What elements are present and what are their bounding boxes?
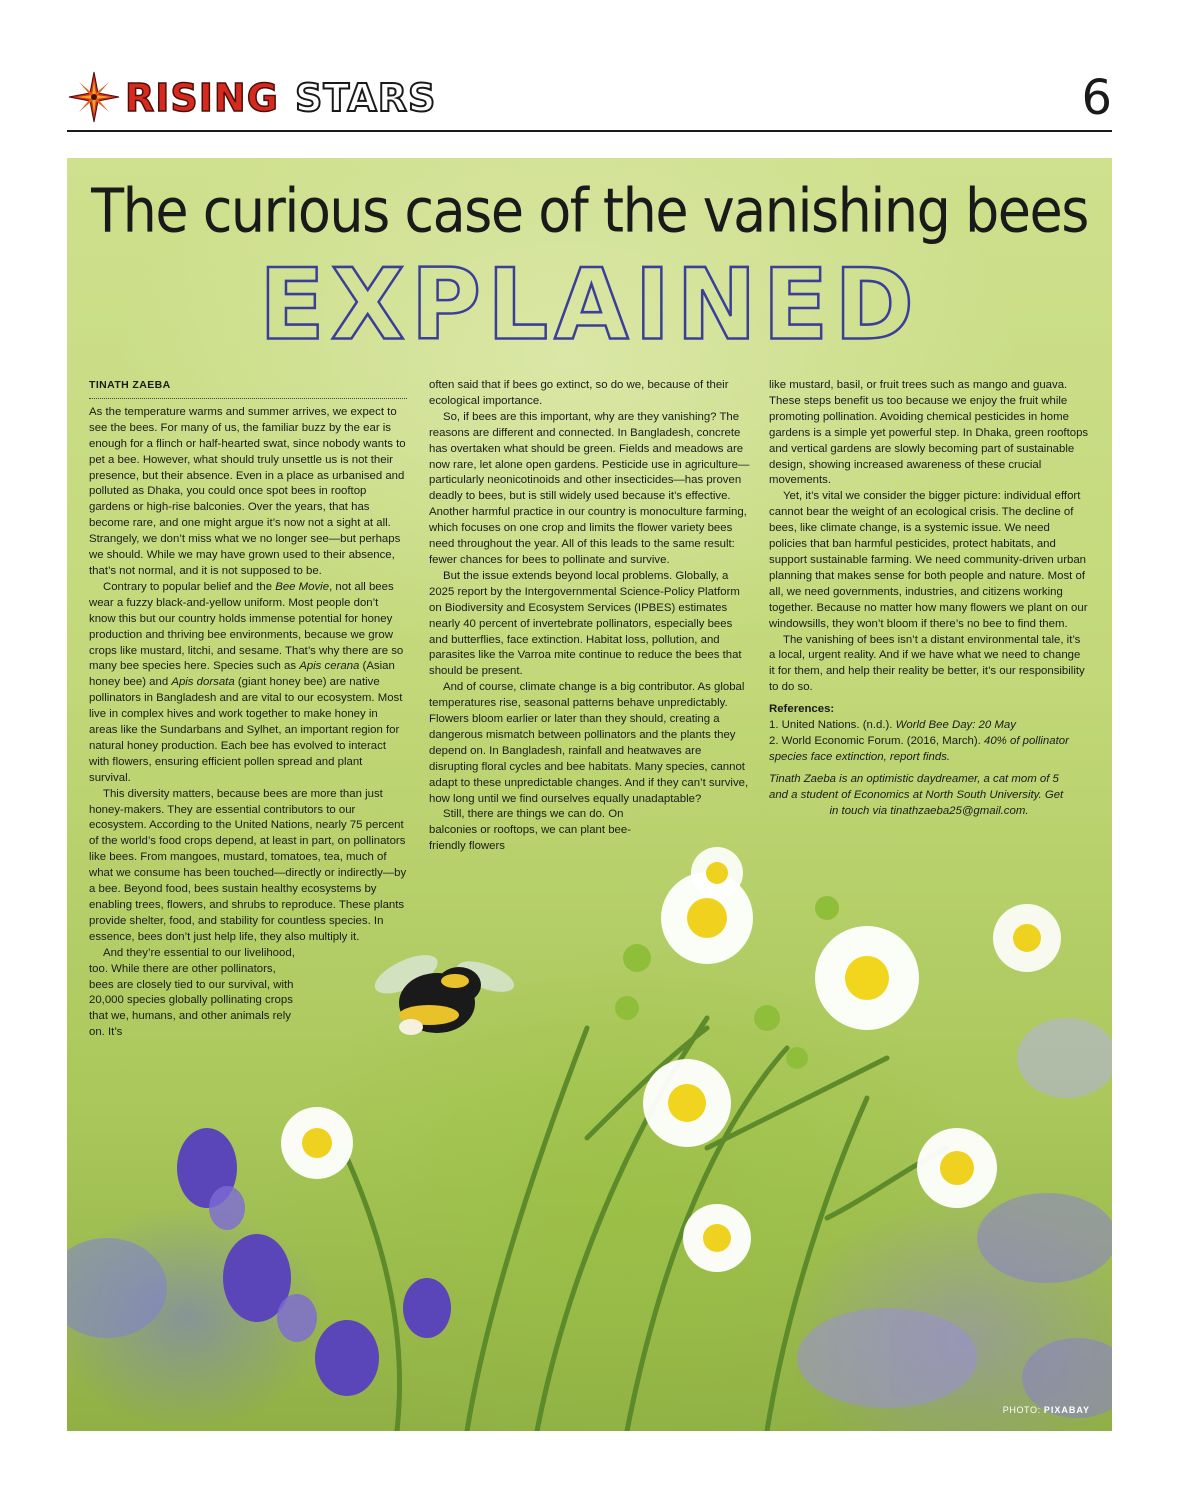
paragraph: But the issue extends beyond local problems. Globally, a 2025 report by the Intergovernmental Science-Policy Platform on Biodiversity and Ecosystem Services (IPBES) estimates nearly 40 percent of invertebrate pollinators, especially bees and butterflies, face extinction. Habitat loss, pollution, and parasites like the Varroa mite continue to reduce the bees that should be present.: [429, 569, 742, 678]
paragraph: The vanishing of bees isn’t a distant environmental tale, it’s a local, urgent reality. And if we have what we need to change it for them, and help their reality be better, it’s our responsibility to do so.: [769, 633, 1085, 694]
article-column-1: [89, 378, 407, 1041]
article-title: The curious case of the vanishing bees: [91, 175, 1088, 246]
paragraph: And they’re essential to our livelihood, too. While there are other pollinators, bees are closely tied to our survival, with 20,000 species globally pollinating crops that we, humans, and other animals rely on. It’s: [89, 946, 295, 1039]
logo-word-rising: RISING: [125, 76, 279, 120]
paragraph: This diversity matters, because bees are more than just honey-makers. They are essential contributors to our ecosystem. According to the United Nations, nearly 75 percent of the world’s food crops depend, at least in part, on pollinators like bees. From mangoes, mustard, tomatoes, tea, much of what we consume has been touched—directly or indirectly—by a bee. Beyond food, bees sustain healthy ecosystems by enabling trees, flowers, and shrubs to reproduce. These plants provide shelter, food, and stability for countless species. In essence, bees don’t just help life, they also multiply it.: [89, 787, 407, 943]
reference-item: 1. United Nations. (n.d.). World Bee Day: 20 May: [769, 719, 1016, 732]
paragraph: often said that if bees go extinct, so do we, because of their ecological importance.: [429, 379, 729, 407]
paragraph: like mustard, basil, or fruit trees such as mango and guava. These steps benefit us too because we enjoy the fruit while promoting pollination. Avoiding chemical pesticides in home gardens is a simple yet powerful step. In Dhaka, green rooftops and vertical gardens are slowly becoming part of sustainable design, showing increased awareness of these crucial movements.: [769, 379, 1089, 487]
paragraph: So, if bees are this important, why are they vanishing? The reasons are different and connected. In Bangladesh, concrete has overtaken what should be green. Fields and meadows are now rare, let alone open gardens. Pesticide use in agriculture—particularly neonicotinoids and other insecticides—has proven deadly to bees, but is still widely used because it’s effective. Another harmful practice in our country is monoculture farming, which focuses on one crop and limits the flower variety bees need throughout the year. All of this leads to the same result: fewer chances for bees to pollinate and survive.: [429, 410, 750, 566]
author-bio: Tinath Zaeba is an optimistic daydreamer, a cat mom of 5 and a student of Economics at North South University. Get in touch via tinathzaeba25@gmail.com.: [769, 772, 1064, 817]
photo-credit: PHOTO: PIXABAY: [1002, 1405, 1090, 1415]
paragraph: Contrary to popular belief and the Bee Movie, not all bees wear a fuzzy black-and-yellow uniform. Most people don’t know this but our country holds immense potential for honey production and thriving bee environments, because we grow crops like mustard, litchi, and sesame. That’s why there are so many bee species here. Species such as Apis cerana (Asian honey bee) and Apis dorsata (giant honey bee) are native pollinators in Bangladesh and are vital to our ecosystem. Most live in complex hives and work together to make honey in areas like the Sundarbans and Sylhet, an important region for natural honey production. Each bee has evolved to interact with flowers, ensuring efficient pollen spread and plant survival.: [89, 580, 404, 784]
compass-star-icon: [67, 70, 121, 124]
article-subtitle: EXPLAINED: [259, 247, 920, 363]
feature-panel: [67, 158, 1112, 1431]
article-column-2: [429, 378, 751, 855]
article-column-3: [769, 378, 1089, 819]
paragraph: And of course, climate change is a big contributor. As global temperatures rise, seasonal patterns behave unpredictably. Flowers bloom earlier or later than they should, creating a dangerous mismatch between pollinators and the plants they depend on. In Bangladesh, rainfall and heatwaves are disrupting floral cycles and bee habitats. Many species, cannot adapt to these unpredictable changes. And if they can’t survive, how long until we find ourselves equally unadaptable?: [429, 681, 749, 805]
reference-item: 2. World Economic Forum. (2016, March). 40% of pollinator species face extinction, report finds.: [769, 734, 1069, 763]
byline: TINATH ZAEBA: [89, 378, 407, 399]
paragraph: Still, there are things we can do. On balconies or rooftops, we can plant bee-friendly flowers: [429, 808, 631, 853]
logo-word-stars: STARS: [295, 76, 437, 120]
page-header: [67, 68, 1112, 132]
page-number: 6: [1081, 70, 1112, 126]
paragraph: Yet, it’s vital we consider the bigger picture: individual effort cannot bear the weight of an ecological crisis. The decline of bees, like climate change, is a systemic issue. We need policies that ban harmful pesticides, protect habitats, and support sustainable farming. We need community-driven urban planning that makes sense for both people and nature. Most of all, we need governments, industries, and citizens working together. Because no matter how many flowers we plant on our windowsills, they won’t bloom if there’s no bee to find them.: [769, 490, 1088, 630]
references-heading: References:: [769, 703, 835, 716]
paragraph: As the temperature warms and summer arrives, we expect to see the bees. For many of us, the familiar buzz by the ear is enough for a flinch or half-hearted swat, since nobody wants to pet a bee. However, what should truly unsettle us is not their presence, but their absence. Even in a place as urbanised and polluted as Dhaka, you could once spot bees in rooftop gardens or high-rise balconies. Over the years, that has become rare, and one might argue it’s now not a sight at all. Strangely, we don’t miss what we no longer see—but perhaps we should. While we may have grown used to their absence, that’s not normal, and it is not supposed to be.: [89, 405, 406, 577]
